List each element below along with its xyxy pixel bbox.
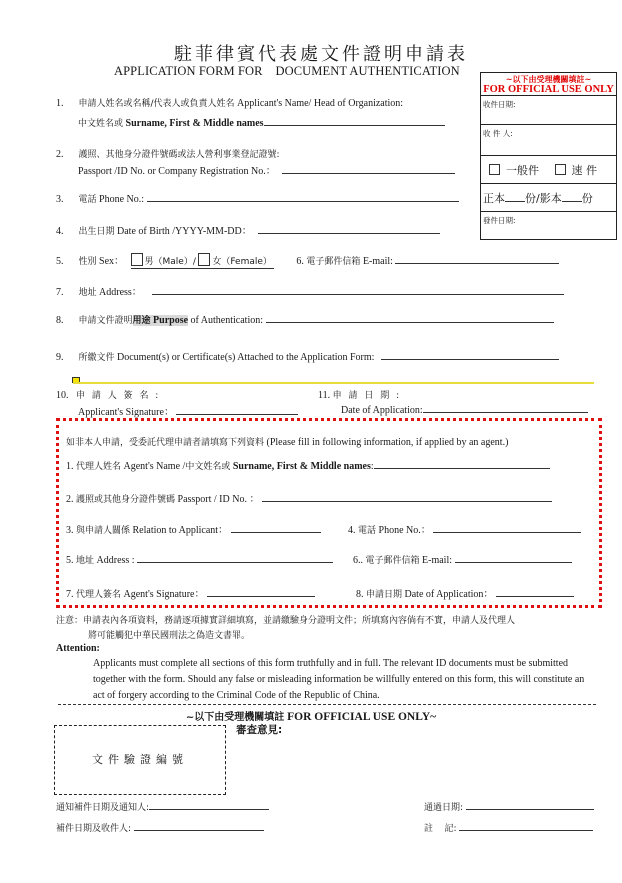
review-opinion-label: 審查意見: [236, 724, 283, 736]
signature-label-row: 10. 申 請 人 簽 名 : [56, 390, 161, 401]
phone-field[interactable] [147, 192, 459, 202]
agent-relation-row: 3. 與申請人關係 Relation to Applicant： [66, 521, 321, 536]
form-title-english: APPLICATION FORM FOR DOCUMENT AUTHENTICATION [114, 64, 460, 78]
applicant-name-sub-row: 中文姓名或 Surname, First & Middle names [78, 116, 445, 129]
photocopy-count-field[interactable] [562, 192, 582, 202]
sex-email-row: 5. 性別 Sex： 男（Male）/ 女（Female） 6. 電子郵件信箱 E-mail: [56, 252, 559, 267]
document-number-box[interactable]: 文件驗證編號 [54, 725, 226, 795]
agent-name-row: 1. 代理人姓名 Agent's Name /中文姓名或 Surname, First & Middle names: [66, 459, 550, 472]
agent-passport-field[interactable] [262, 492, 552, 502]
regular-checkbox[interactable] [489, 164, 500, 175]
remark-field[interactable] [459, 821, 593, 831]
agent-name-field[interactable] [374, 459, 550, 469]
purpose-field[interactable] [266, 313, 554, 323]
passport-row: 2. 護照、其他身分證件號碼或法人營利事業登記證號: [56, 149, 280, 160]
dob-field[interactable] [258, 224, 440, 234]
official-use-heading: ~以下由受理機關填註~ FOR OFFICIAL USE ONLY [481, 73, 616, 96]
address-field[interactable] [152, 285, 564, 295]
purpose-highlight: 用途 Purpose [132, 315, 189, 326]
notice-zh-line2: 將可能觸犯中華民國刑法之偽造文書罪。 [88, 631, 251, 641]
agent-phone-field[interactable] [433, 523, 581, 533]
agent-phone-row: 4. 電話 Phone No.： [348, 521, 581, 536]
processing-type-row: 一般件 速 件 [481, 156, 616, 184]
email-field[interactable] [395, 254, 559, 264]
agent-date-row: 8. 申請日期 Date of Application： [356, 585, 574, 600]
agent-email-row: 6.. 電子郵件信箱 E-mail: [353, 553, 572, 566]
passport-field[interactable] [282, 164, 455, 174]
received-date-field[interactable]: 收件日期: [481, 96, 616, 125]
notice-zh-line1: 注意：申請表內各項資料，務請逐項據實詳細填寫，並請繳驗身分證明文件；所填寫內容倘有不實，申請人及代理人 [56, 616, 516, 626]
purpose-row: 8. 申請文件證明用途 Purpose of Authentication: [56, 313, 554, 326]
express-checkbox[interactable] [555, 164, 566, 175]
agent-passport-row: 2. 護照或其他身分證件號碼 Passport / ID No. ： [66, 490, 552, 505]
date-label-row: 11. 申 請 日 期 : [318, 390, 402, 401]
attention-label: Attention: [56, 643, 100, 654]
attention-text: Applicants must complete all sections of this form truthfully and in full. The relevant ID documents must be submitted together with the form. Should any false or misleading information be willfully entered on this form, this will constitute an act of forgery according to the Criminal Code of the Republic of China. [93, 658, 585, 701]
issue-date-field[interactable]: 發件日期: [483, 216, 516, 225]
address-row: 7. 地址 Address： [56, 283, 564, 298]
agent-intro: 如非本人申請，受委託代理申請者請填寫下列資料 (Please fill in following information, if applied by an agent.) [66, 437, 509, 448]
agent-date-field[interactable] [496, 587, 574, 597]
application-date-row: Date of Application: [341, 403, 588, 416]
agent-address-row: 5. 地址 Address : [66, 553, 333, 566]
copies-row: 正本 份/影本 份 [481, 184, 616, 212]
receiver-field[interactable]: 收 件 人: [481, 125, 616, 156]
applicant-name-row: 1. 申請人姓名或名稱/代表人或負責人姓名 Applicant's Name/ Head of Organization: [56, 98, 404, 109]
passport-sub-row: Passport /ID No. or Company Registration No.： [78, 162, 455, 177]
supplement-row: 補件日期及收件人: [56, 821, 264, 834]
agent-email-field[interactable] [455, 553, 572, 563]
pass-date-field[interactable] [466, 800, 594, 810]
agent-relation-field[interactable] [231, 523, 321, 533]
original-copies-field[interactable] [505, 192, 525, 202]
remark-row: 註 記: [424, 821, 593, 834]
female-checkbox[interactable] [198, 253, 210, 266]
agent-address-field[interactable] [137, 553, 333, 563]
sex-options: 男（Male）/ 女（Female） [131, 256, 275, 269]
supplement-field[interactable] [134, 821, 264, 831]
highlight-annotation-line [73, 382, 594, 384]
official-section-heading: ~以下由受理機關填註 FOR OFFICIAL USE ONLY~ [185, 711, 437, 723]
applicant-signature-field[interactable] [176, 405, 298, 415]
notify-row: 通知補件日期及通知人: [56, 800, 269, 813]
agent-signature-row: 7. 代理人簽名 Agent's Signature： [66, 585, 315, 600]
application-date-field[interactable] [423, 403, 588, 413]
documents-attached-row: 9. 所繳文件 Document(s) or Certificate(s) Attached to the Application Form: [56, 350, 559, 363]
section-divider [58, 704, 596, 705]
agent-signature-field[interactable] [207, 587, 315, 597]
form-title-chinese: 駐菲律賓代表處文件證明申請表 [174, 44, 468, 65]
official-use-box [480, 72, 617, 240]
applicant-name-field[interactable] [264, 116, 445, 126]
male-checkbox[interactable] [131, 253, 143, 266]
documents-attached-field[interactable] [381, 350, 559, 360]
phone-row: 3. 電話 Phone No.: [56, 192, 459, 205]
signature-row: Applicant's Signature： [78, 403, 298, 418]
pass-date-row: 通過日期: [424, 800, 594, 813]
notify-field[interactable] [149, 800, 269, 810]
dob-row: 4. 出生日期 Date of Birth /YYYY-MM-DD： [56, 222, 440, 237]
